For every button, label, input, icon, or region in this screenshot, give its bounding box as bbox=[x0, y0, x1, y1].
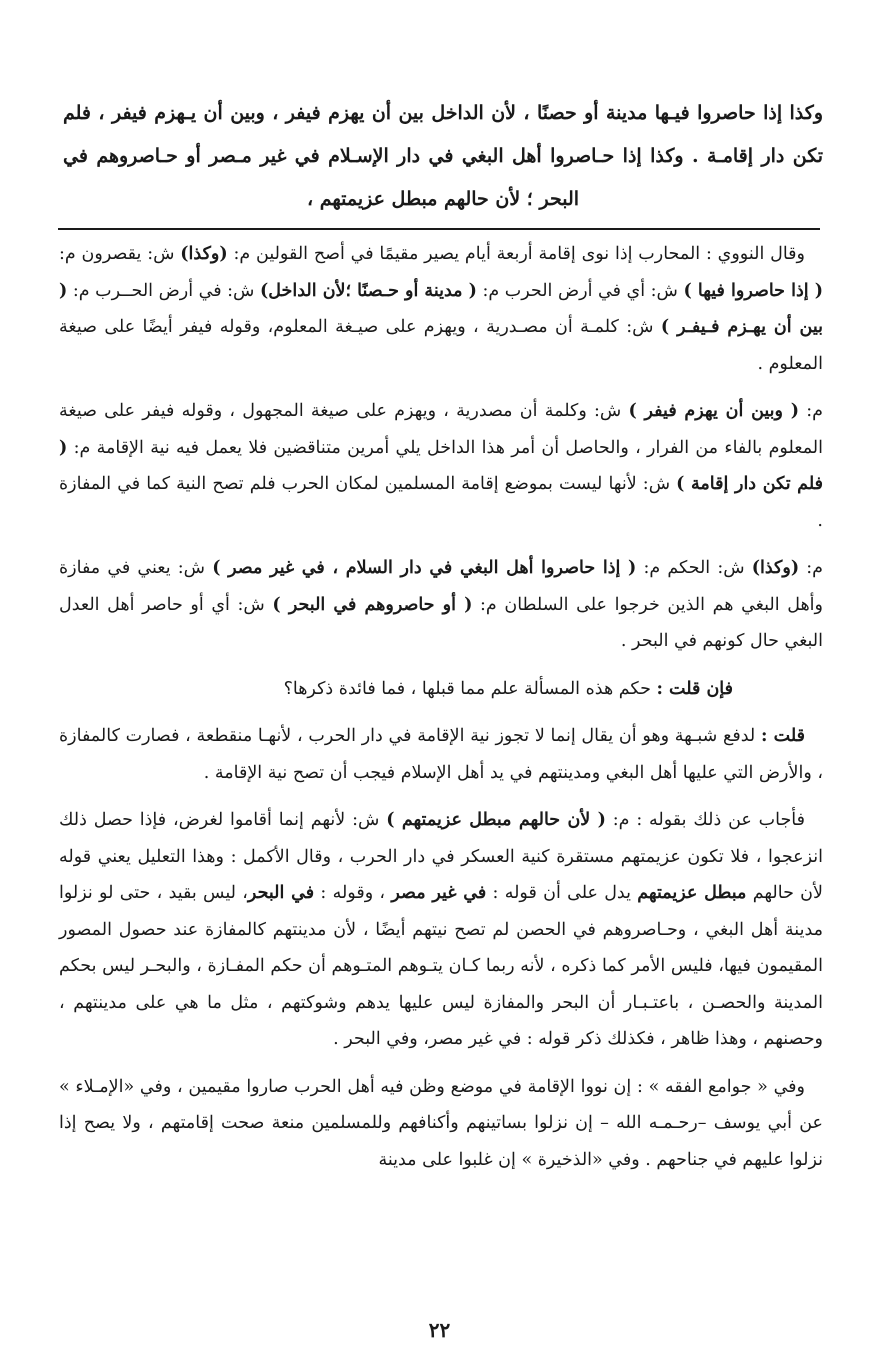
quoted-matn: ( لأن حالهم مبطل عزيمتهم ) bbox=[386, 810, 606, 830]
section-divider bbox=[58, 228, 820, 230]
commentary-paragraph-4 bbox=[59, 671, 823, 708]
text-segment: وفي « جوامع الفقه » : إن نووا الإقامة في موضع وظن فيه أهل الحرب صاروا مقيمين ، وفي «الإمـلاء » عن أبي يوسف –رحـمـه الله – إن نزلوا بساتينهم وأكنافهم وللمسلمين منعة صحت إقامتهم ، ولا يصح إذا نزلوا عليهم في جناحهم . وفي «الذخيرة » إن غلبوا على مدينة bbox=[59, 1076, 823, 1170]
quoted-matn: ( إذا حاصروا أهل البغي في دار السلام ، في غير مصر ) bbox=[212, 558, 637, 578]
quoted-matn: (وكذا) bbox=[751, 558, 800, 578]
text-segment: لدفع شبـهة وهو أن يقال إنما لا تجوز نية الإقامة في دار الحرب ، لأنهـا منقطعة ، فصارت كالمفازة ، والأرض التي عليها أهل البغي ومدينتهم في يد أهل الإسلام فيجب أن تصح نية الإقامة . bbox=[59, 726, 823, 783]
quoted-matn: في البحر bbox=[247, 883, 315, 903]
text-segment: ش: يقصرون م: bbox=[59, 244, 181, 264]
text-segment: في غير مصر bbox=[428, 1029, 522, 1049]
text-segment: ش: أي أو حاصر أهل العدل البغي حال كونهم في البحر . bbox=[59, 594, 823, 651]
quoted-matn: ( مدينة أو حـصنًا ؛لأن الداخل) bbox=[260, 280, 477, 301]
quoted-matn: ( وبين أن يهزم فيفر ) bbox=[628, 401, 800, 421]
text-segment: حكم هذه المسألة علم مما قبلها ، فما فائدة ذكرها؟ bbox=[283, 678, 657, 699]
quoted-matn: مبطل عزيمتهم bbox=[637, 883, 747, 903]
quoted-matn: ( فلم تكن دار إقامة ) bbox=[59, 437, 823, 494]
quoted-matn: ( إذا حاصروا فيها ) bbox=[683, 280, 823, 301]
commentary-paragraph-3 bbox=[59, 550, 823, 660]
text-segment: ش: في أرض الحــرب م: bbox=[67, 280, 260, 301]
text-segment: ش: أي في أرض الحرب م: bbox=[476, 280, 684, 301]
commentary-paragraph-2 bbox=[59, 393, 823, 539]
text-segment: وقال النووي : المحارب إذا نوى إقامة أربعة أيام يصير مقيمًا في أصح القولين م: bbox=[227, 244, 805, 264]
text-segment: ش: لأنها ليست بموضع إقامة المسلمين لمكان الحرب فلم تصح النية كما في المفازة . bbox=[59, 474, 823, 531]
page-number: ٢٢ bbox=[428, 1318, 451, 1342]
text-segment: فأجاب عن ذلك بقوله : م: bbox=[605, 810, 805, 830]
text-segment: ، ليس بقيد ، حتى لو نزلوا مدينة أهل البغي ، وحـاصروهم في الحصن لم تصح نيتهم أيضًا ، لأن مدينتهم كالمفازة عند حصول المصور المقيمون فيها، فليس الأمر كما ذكره ، لأنه ربما كـان يتـوهم المتـوهم أن حكم المفـازة ، والبحـر ليس بحكم المدينة والحصـن ، باعتـبـار أن البحر والمفازة ليس عليها يدهم وشوكتهم ، مثل ما هي على مدينتهم ، وحصنهم ، وهذا ظاهر ، فكذلك ذكر قوله : bbox=[59, 883, 824, 1049]
text-segment: ، وقوله : bbox=[314, 883, 392, 903]
commentary-paragraph-6 bbox=[59, 802, 823, 1058]
text-segment: م: bbox=[799, 558, 824, 578]
quoted-matn: في غير مصر bbox=[391, 883, 487, 903]
text-segment: م: bbox=[799, 401, 823, 421]
text-segment: ش: لأنهم إنما أقاموا لغرض، فإذا حصل ذلك انزعجوا ، فلا تكون عزيمتهم مستقرة كنية العسكر في دار الحرب ، وقال الأكمل : وهذا التعليل يعني قوله لأن حالهم bbox=[59, 810, 824, 903]
commentary-paragraph-7 bbox=[59, 1069, 823, 1179]
text-segment: ش: كلمـة أن مصـدرية ، ويهزم على صيـغة المعلوم، وقوله فيفر أيضًا على صيغة المعلوم . bbox=[59, 317, 823, 374]
text-segment: ، وفي البحر . bbox=[333, 1029, 429, 1049]
text-segment: ش: يعني في مفازة وأهل البغي هم الذين خرجوا على السلطان م: bbox=[59, 558, 823, 615]
question-label: فإن قلت : bbox=[656, 678, 733, 699]
text-segment: يدل على أن قوله : bbox=[486, 883, 638, 903]
answer-label: قلت : bbox=[760, 726, 805, 746]
commentary-paragraph-5 bbox=[59, 718, 823, 791]
commentary bbox=[59, 236, 823, 1189]
text-segment: ش: الحكم م: bbox=[636, 558, 752, 578]
quoted-matn: ( أو حاصروهم في البحر ) bbox=[272, 594, 473, 615]
matn-text: وكذا إذا حاصروا فيـها مدينة أو حصنًا ، لأن الداخل بين أن يهزم فيفر ، وبين أن يـهزم فيفر ، فلم تكن دار إقامـة . وكذا إذا حـاصروا أهل البغي في دار الإسـلام في غير مـصر أو حـاصروهم في البحر ؛ لأن حالهم مبطل عزيمتهم ، bbox=[63, 102, 823, 210]
quoted-matn: ( بين أن يهـزم فـيفـر ) bbox=[59, 280, 823, 337]
text-segment: ش: وكلمة أن مصدرية ، ويهزم على صيغة المجهول ، وقوله فيفر على صيغة المعلوم بالفاء من الفرار ، والحاصل أن أمر هذا الداخل يلي أمرين متناقضين فلا يعمل فيه نية الإقامة م: bbox=[59, 401, 823, 458]
quoted-matn: (وكذا) bbox=[180, 244, 228, 264]
commentary-paragraph-1 bbox=[59, 236, 823, 382]
